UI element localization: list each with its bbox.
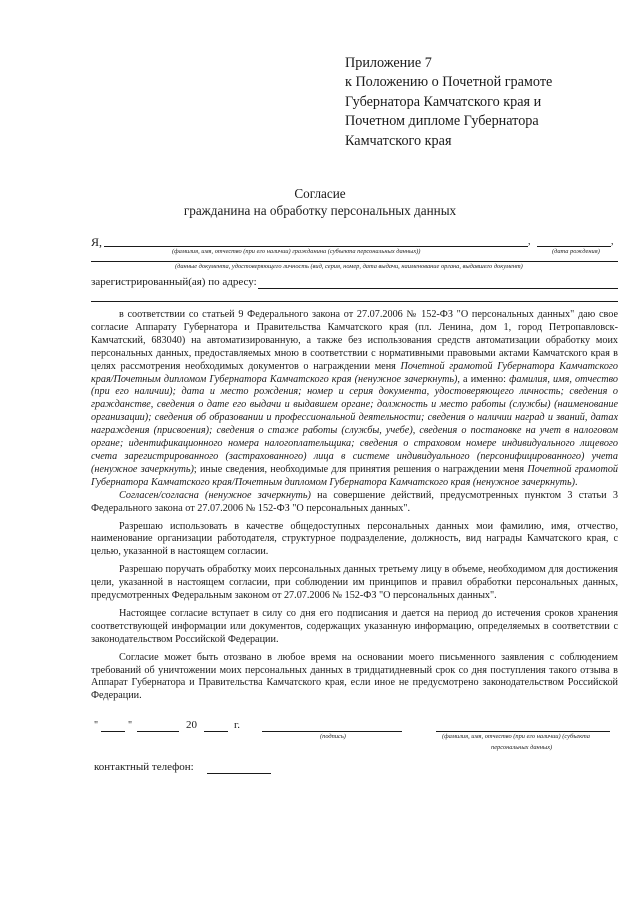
consent-paragraph-3: Разрешаю использовать в качестве общедоступных персональных данных мои фамилию, имя, отчество, наименование организации работодателя, структурное подразделение, должность, вид награды Камчатского края, с целью, указанной в настоящем согласии. [91,520,618,558]
signature-caption: (подпись) [320,733,346,740]
year-prefix: 20 [186,719,197,731]
full-name-field[interactable] [436,731,610,732]
appendix-block [345,54,630,151]
consent-body [91,309,618,703]
month-field[interactable] [137,731,179,732]
name-field[interactable] [104,246,528,247]
date-quote-close: " [128,720,133,731]
appendix-line: Почетном дипломе Губернатора [345,113,539,130]
consent-paragraph-4: Разрешаю поручать обработку моих персональных данных третьему лицу в объеме, необходимом для достижения цели, указанной в настоящем согласии, при соблюдении им принципов и правил обработки персональных данных, предусмотренных Федеральным законом от 27.07.2006 № 152-ФЗ "О персональных данных". [91,564,618,602]
id-document-field[interactable] [91,261,618,262]
year-field[interactable] [204,731,228,732]
full-name-caption: (фамилия, имя, отчество (при его наличии) (субъекта [442,733,590,740]
consent-paragraph-2: Согласен/согласна (ненужное зачеркнуть) на совершение действий, предусмотренных пунктом 3 статьи 3 Федерального закона от 27.07.2006 № 152-ФЗ "О персональных данных". [91,489,618,514]
document-title: Согласие [294,186,346,201]
day-field[interactable] [101,731,125,732]
address-field-2[interactable] [91,301,618,302]
address-field-1[interactable] [258,288,618,289]
contact-phone-label: контактный телефон: [94,761,194,773]
full-name-caption-2: персональных данных) [491,744,553,751]
comma-1: , [528,236,531,247]
id-document-caption: (данные документа, удостоверяющего личность (вид, серия, номер, дата выдачи, наименование органа, выдавшего документ) [175,263,523,270]
ya-label: Я, [91,235,103,249]
name-caption: (фамилия, имя, отчество (при его наличии) гражданина (субъекта персональных данных)) [172,248,421,255]
registered-address-label: зарегистрированный(ая) по адресу: [91,276,257,288]
consent-paragraph-6: Согласие может быть отозвано в любое время на основании моего письменного заявления с соблюдением требований об уничтожении моих персональных данных в тридцатидневный срок со дня поступления такого отзыва в Аппарат Губернатора и Правительства Камчатского края, если иное не предусмотрено законодательством Российской Федерации. [91,651,618,702]
appendix-line: Губернатора Камчатского края и [345,93,542,110]
consent-paragraph-1: в соответствии со статьей 9 Федерального закона от 27.07.2006 № 152-ФЗ "О персональных данных" даю свое согласие Аппарату Губернатора и Правительства Камчатского края (пл. Ленина, дом 1, город Петропавловск-Камчатский, 683040) на автоматизированную, а также без использования средств автоматизации обработку моих персональных данных, предоставляемых мною в соответствии с нормативными правовыми актами Камчатского края в целях рассмотрения необходимых документов о награждении меня Почетной грамотой Губернатора Камчатского края/Почетным дипломом Губернатора Камчатского края (ненужное зачеркнуть), а именно: фамилия, имя, отчество (при его наличии); дата и место рождения; номер и серия документа, удостоверяющего личность; сведения о гражданстве, сведения о дате его выдачи и выдавшем органе; должность и место работы (службы) (наименование организации); сведения об образовании и профессиональной деятельности; сведения о наличии наград и званий, датах награждения (присвоения); сведения о стаже работы (службы, учебе), сведения о постановке на учет в налоговом органе; идентификационного номера налогоплательщика; сведения о страховом номере индивидуального лицевого счета зарегистрированного (застрахованного) лица в системе индивидуального (персонифицированного) учета (ненужное зачеркнуть); иные сведения, необходимые для принятия решения о награждении меня Почетной грамотой Губернатора Камчатского края/Почетным дипломом Губернатора Камчатского края (ненужное зачеркнуть). [91,309,619,488]
signature-field[interactable] [262,731,402,732]
appendix-line: Камчатского края [345,132,452,149]
document-subtitle: гражданина на обработку персональных данных [183,203,457,218]
year-suffix: г. [234,719,241,731]
appendix-line: к Положению о Почетной грамоте [345,74,553,91]
date-quote-open: " [94,720,99,731]
consent-paragraph-5: Настоящее согласие вступает в силу со дня его подписания и дается на период до истечения сроков хранения соответствующей информации или документов, содержащих указанную информацию, определяемых в соответствии с законодательством Российской Федерации. [91,607,618,645]
comma-2: , [611,236,614,247]
contact-phone-field[interactable] [207,773,271,774]
birth-date-field[interactable] [537,246,611,247]
appendix-line: Приложение 7 [345,55,432,71]
birth-date-caption: (дата рождения) [552,248,600,255]
